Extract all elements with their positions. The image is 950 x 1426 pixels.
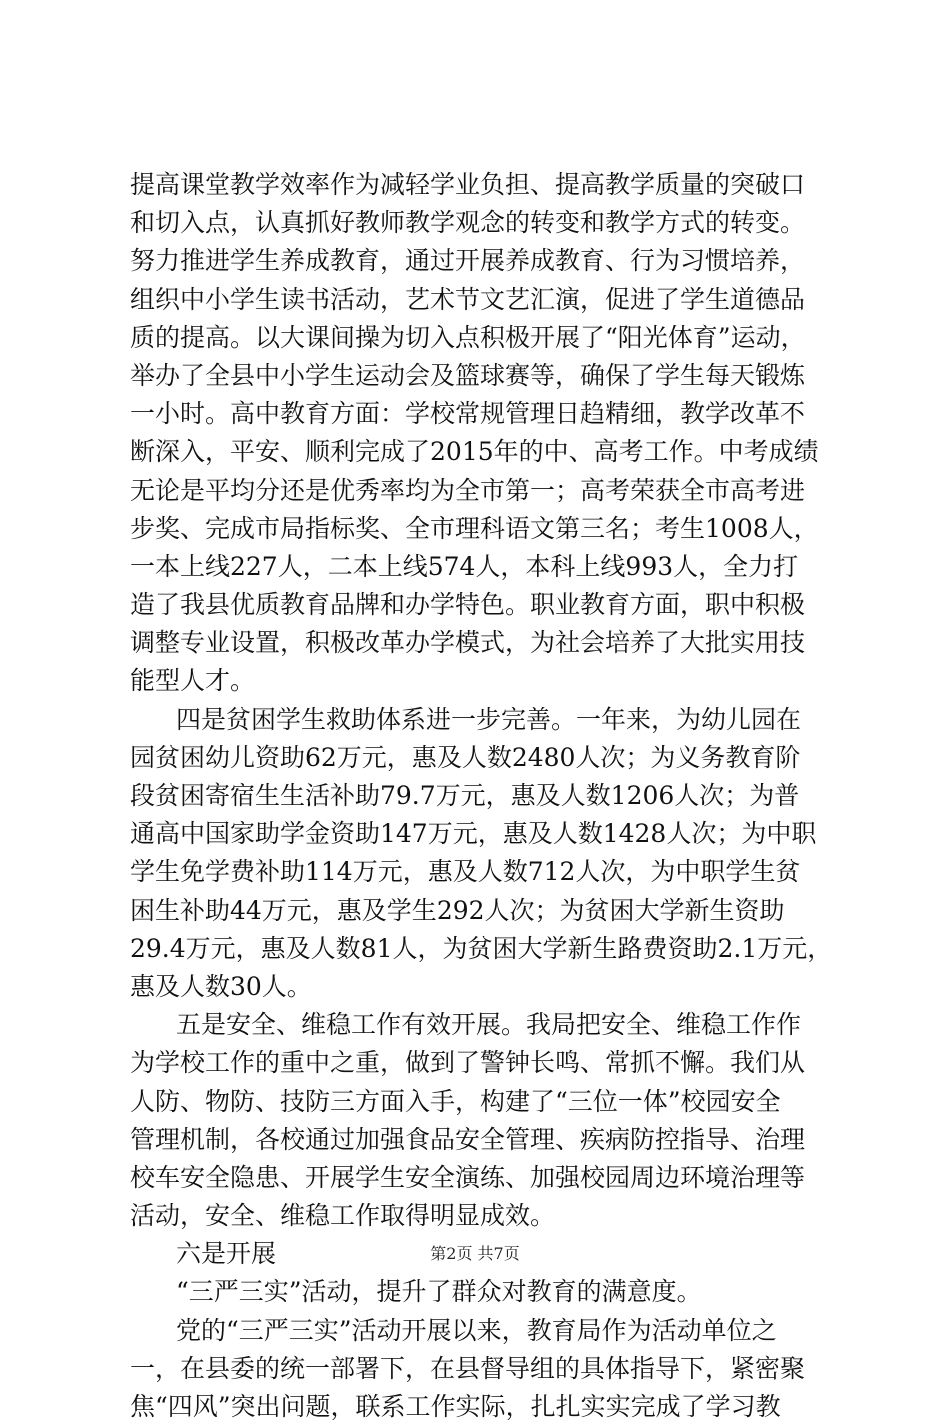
text-line: 惠及人数30人。 <box>130 971 312 1001</box>
text-line: 活动，安全、维稳工作取得明显成效。 <box>130 1201 556 1231</box>
text-line: 组织中小学生读书活动，艺术节文艺汇演，促进了学生道德品 <box>130 284 806 314</box>
text-line: 段贫困寄宿生生活补助79.7万元，惠及人数1206人次；为普 <box>130 781 800 810</box>
text-line: 四是贫困学生救助体系进一步完善。一年来，为幼儿园在 <box>176 704 802 734</box>
text-line: 和切入点，认真抓好教师教学观念的转变和教学方式的转变。 <box>130 208 806 238</box>
text-line: 通高中国家助学金资助147万元，惠及人数1428人次；为中职 <box>130 819 817 849</box>
text-line: 29.4万元，惠及人数81人，为贫困大学新生路费资助2.1万元， <box>130 933 833 963</box>
text-line: 一小时。高中教育方面：学校常规管理日趋精细，教学改革不 <box>130 399 806 429</box>
text-line: 校车安全隐患、开展学生安全演练、加强校园周边环境治理等 <box>130 1162 806 1192</box>
text-line: 六是开展 <box>176 1239 277 1269</box>
text-line: 党的“三严三实”活动开展以来，教育局作为活动单位之 <box>176 1315 777 1345</box>
text-line: 学生免学费补助114万元，惠及人数712人次，为中职学生贫 <box>130 857 801 887</box>
text-line: 一，在县委的统一部署下，在县督导组的具体指导下，紧密聚 <box>130 1353 806 1383</box>
text-line: 无论是平均分还是优秀率均为全市第一；高考荣获全市高考进 <box>130 475 806 505</box>
text-line: “三严三实”活动，提升了群众对教育的满意度。 <box>176 1277 702 1307</box>
text-line: 质的提高。以大课间操为切入点积极开展了“阳光体育”运动， <box>130 322 806 352</box>
text-line: 管理机制，各校通过加强食品安全管理、疾病防控指导、治理 <box>130 1124 806 1154</box>
text-line: 为学校工作的重中之重，做到了警钟长鸣、常抓不懈。我们从 <box>130 1048 806 1078</box>
text-line: 园贫困幼儿资助62万元，惠及人数2480人次；为义务教育阶 <box>130 742 801 772</box>
text-line: 举办了全县中小学生运动会及篮球赛等，确保了学生每天锻炼 <box>130 360 806 390</box>
text-line: 能型人才。 <box>130 666 256 696</box>
page-footer: 第2页 共7页 <box>430 1244 520 1263</box>
text-line: 断深入，平安、顺利完成了2015年的中、高考工作。中考成绩 <box>130 437 819 467</box>
text-line: 努力推进学生养成教育，通过开展养成教育、行为习惯培养， <box>130 246 806 276</box>
text-line: 造了我县优质教育品牌和办学特色。职业教育方面，职中积极 <box>130 590 806 620</box>
text-line: 一本上线227人，二本上线574人，本科上线993人，全力打 <box>130 551 799 581</box>
text-line: 人防、物防、技防三方面入手，构建了“三位一体”校园安全 <box>130 1086 781 1116</box>
text-line: 步奖、完成市局指标奖、全市理科语文第三名；考生1008人， <box>130 513 819 543</box>
text-line: 调整专业设置，积极改革办学模式，为社会培养了大批实用技 <box>130 628 806 658</box>
text-line: 焦“四风”突出问题，联系工作实际，扎扎实实完成了学习教 <box>130 1392 781 1421</box>
text-line: 提高课堂教学效率作为减轻学业负担、提高教学质量的突破口 <box>130 170 806 199</box>
text-line: 困生补助44万元，惠及学生292人次；为贫困大学新生资助 <box>130 895 785 925</box>
document-body <box>130 166 850 1426</box>
text-line: 五是安全、维稳工作有效开展。我局把安全、维稳工作作 <box>176 1010 802 1040</box>
